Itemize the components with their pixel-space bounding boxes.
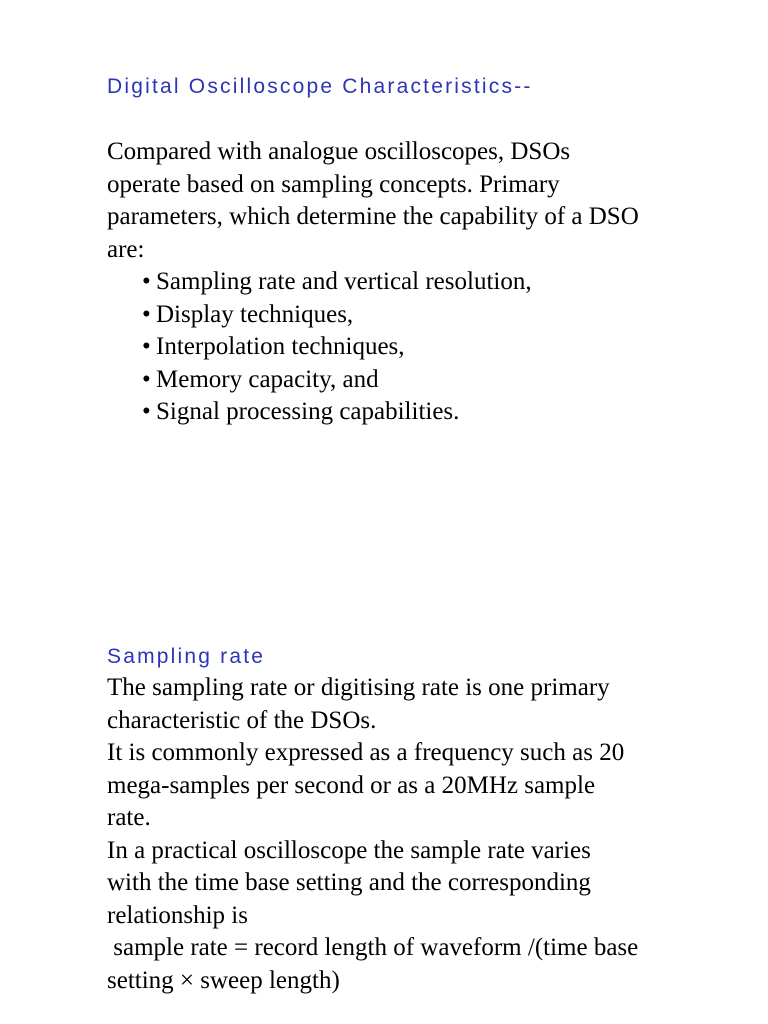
bullet-icon: • bbox=[142, 333, 151, 360]
list-item-text: Signal processing capabilities. bbox=[156, 398, 460, 425]
list-item bbox=[142, 364, 747, 397]
intro-line: parameters, which determine the capability of a DSO bbox=[107, 203, 639, 230]
parameter-list bbox=[107, 266, 747, 429]
section-title-sampling-rate: Sampling rate bbox=[107, 645, 266, 668]
dso-characteristics-body bbox=[107, 136, 747, 429]
list-item-text: Memory capacity, and bbox=[156, 365, 379, 393]
body-line: It is commonly expressed as a frequency such as 20 bbox=[107, 739, 625, 766]
body-line: rate. bbox=[107, 804, 151, 831]
list-item bbox=[142, 396, 747, 429]
list-item bbox=[142, 266, 747, 299]
bullet-icon: • bbox=[142, 268, 151, 295]
bullet-icon: • bbox=[142, 365, 151, 393]
formula-line: setting × sweep length) bbox=[107, 966, 340, 994]
body-line: mega-samples per second or as a 20MHz sample bbox=[107, 771, 596, 799]
body-line: In a practical oscilloscope the sample rate varies bbox=[107, 836, 591, 864]
body-line: The sampling rate or digitising rate is one primary bbox=[107, 674, 610, 701]
body-line: relationship is bbox=[107, 901, 248, 929]
list-item-text: Sampling rate and vertical resolution, bbox=[156, 268, 532, 295]
intro-line: operate based on sampling concepts. Primary bbox=[107, 170, 560, 198]
bullet-icon: • bbox=[142, 398, 151, 425]
list-item bbox=[142, 299, 747, 332]
body-line: with the time base setting and the corresponding bbox=[107, 869, 591, 896]
formula-line: sample rate = record length of waveform /(time base bbox=[107, 934, 639, 961]
intro-line: are: bbox=[107, 235, 145, 263]
intro-line: Compared with analogue oscilloscopes, DSOs bbox=[107, 138, 571, 165]
body-line: characteristic of the DSOs. bbox=[107, 706, 377, 734]
sampling-rate-body bbox=[107, 672, 747, 997]
list-item-text: Interpolation techniques, bbox=[156, 333, 405, 360]
bullet-icon: • bbox=[142, 300, 151, 328]
list-item-text: Display techniques, bbox=[156, 300, 354, 328]
section-title-dso-characteristics: Digital Oscilloscope Characteristics-- bbox=[107, 75, 533, 98]
list-item bbox=[142, 331, 747, 364]
